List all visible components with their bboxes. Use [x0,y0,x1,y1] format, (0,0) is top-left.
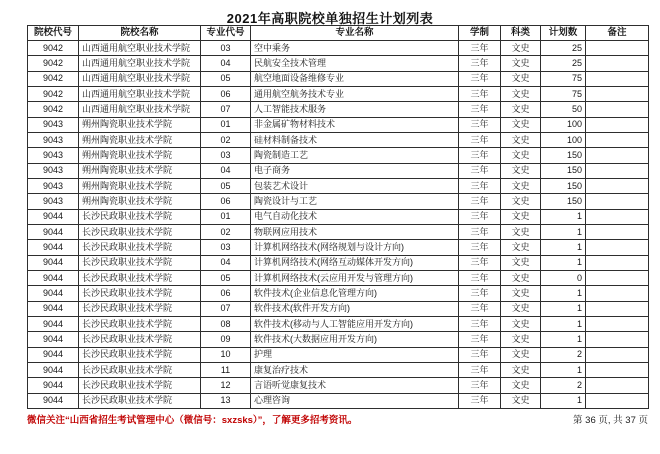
remarks-cell [586,132,649,147]
duration-cell: 三年 [459,102,501,117]
category-cell: 文史 [501,378,541,393]
remarks-cell [586,393,649,408]
table-header-row [28,26,649,41]
duration-cell: 三年 [459,194,501,209]
remarks-cell [586,209,649,224]
plan-count-cell: 150 [541,163,586,178]
college-code-cell: 9044 [28,270,79,285]
major-code-cell: 01 [201,117,251,132]
category-cell: 文史 [501,71,541,86]
table-row [28,301,649,316]
major-code-cell: 05 [201,270,251,285]
category-cell: 文史 [501,270,541,285]
college-code-cell: 9043 [28,163,79,178]
category-cell: 文史 [501,178,541,193]
category-cell: 文史 [501,56,541,71]
major-name-cell: 心理咨询 [251,393,459,408]
remarks-cell [586,362,649,377]
remarks-cell [586,56,649,71]
plan-count-cell: 1 [541,332,586,347]
category-cell: 文史 [501,255,541,270]
duration-cell: 三年 [459,41,501,56]
college-code-cell: 9044 [28,301,79,316]
table-row [28,148,649,163]
major-code-cell: 04 [201,163,251,178]
category-cell: 文史 [501,240,541,255]
college-code-cell: 9042 [28,86,79,101]
college-name-cell: 山西通用航空职业技术学院 [79,41,201,56]
major-code-cell: 02 [201,132,251,147]
remarks-cell [586,163,649,178]
duration-cell: 三年 [459,86,501,101]
major-name-cell: 陶瓷制造工艺 [251,148,459,163]
plan-count-cell: 50 [541,102,586,117]
major-code-cell: 07 [201,301,251,316]
duration-cell: 三年 [459,362,501,377]
college-name-cell: 长沙民政职业技术学院 [79,332,201,347]
college-name-cell: 长沙民政职业技术学院 [79,362,201,377]
remarks-cell [586,270,649,285]
table-row [28,163,649,178]
remarks-cell [586,224,649,239]
remarks-cell [586,286,649,301]
column-header: 科类 [501,26,541,41]
category-cell: 文史 [501,347,541,362]
college-name-cell: 朔州陶瓷职业技术学院 [79,178,201,193]
duration-cell: 三年 [459,393,501,408]
major-code-cell: 02 [201,224,251,239]
major-name-cell: 陶瓷设计与工艺 [251,194,459,209]
major-code-cell: 03 [201,41,251,56]
plan-count-cell: 25 [541,56,586,71]
duration-cell: 三年 [459,286,501,301]
plan-count-cell: 0 [541,270,586,285]
duration-cell: 三年 [459,71,501,86]
category-cell: 文史 [501,316,541,331]
major-code-cell: 06 [201,194,251,209]
major-code-cell: 01 [201,209,251,224]
major-name-cell: 计算机网络技术(云应用开发与管理方向) [251,270,459,285]
major-name-cell: 民航安全技术管理 [251,56,459,71]
remarks-cell [586,41,649,56]
category-cell: 文史 [501,41,541,56]
duration-cell: 三年 [459,132,501,147]
remarks-cell [586,378,649,393]
wechat-notice: 微信关注“山西省招生考试管理中心（微信号：sxzsks）”，了解更多招考资讯。 [27,415,358,426]
table-row [28,332,649,347]
table-row [28,209,649,224]
college-code-cell: 9043 [28,178,79,193]
remarks-cell [586,332,649,347]
table-row [28,362,649,377]
college-name-cell: 长沙民政职业技术学院 [79,286,201,301]
remarks-cell [586,255,649,270]
college-name-cell: 长沙民政职业技术学院 [79,301,201,316]
category-cell: 文史 [501,362,541,377]
major-name-cell: 计算机网络技术(网络规划与设计方向) [251,240,459,255]
plan-count-cell: 1 [541,362,586,377]
duration-cell: 三年 [459,240,501,255]
category-cell: 文史 [501,286,541,301]
column-header: 学制 [459,26,501,41]
category-cell: 文史 [501,393,541,408]
table-row [28,255,649,270]
table-row [28,178,649,193]
major-name-cell: 软件技术(移动与人工智能应用开发方向) [251,316,459,331]
college-name-cell: 长沙民政职业技术学院 [79,255,201,270]
duration-cell: 三年 [459,178,501,193]
college-code-cell: 9044 [28,209,79,224]
remarks-cell [586,301,649,316]
college-name-cell: 朔州陶瓷职业技术学院 [79,117,201,132]
table-row [28,224,649,239]
major-name-cell: 软件技术(软件开发方向) [251,301,459,316]
remarks-cell [586,347,649,362]
college-code-cell: 9042 [28,56,79,71]
college-code-cell: 9043 [28,117,79,132]
duration-cell: 三年 [459,378,501,393]
college-name-cell: 朔州陶瓷职业技术学院 [79,194,201,209]
table-row [28,56,649,71]
table-row [28,132,649,147]
remarks-cell [586,117,649,132]
major-name-cell: 航空地面设备维修专业 [251,71,459,86]
table-row [28,316,649,331]
major-code-cell: 05 [201,178,251,193]
college-name-cell: 山西通用航空职业技术学院 [79,86,201,101]
plan-count-cell: 150 [541,148,586,163]
college-name-cell: 长沙民政职业技术学院 [79,209,201,224]
plan-count-cell: 2 [541,347,586,362]
major-name-cell: 非金属矿物材料技术 [251,117,459,132]
table-row [28,378,649,393]
college-name-cell: 长沙民政职业技术学院 [79,347,201,362]
major-name-cell: 软件技术(企业信息化管理方向) [251,286,459,301]
duration-cell: 三年 [459,117,501,132]
table-row [28,347,649,362]
remarks-cell [586,86,649,101]
college-code-cell: 9044 [28,224,79,239]
college-name-cell: 朔州陶瓷职业技术学院 [79,163,201,178]
category-cell: 文史 [501,301,541,316]
remarks-cell [586,71,649,86]
remarks-cell [586,178,649,193]
column-header: 院校代号 [28,26,79,41]
plan-count-cell: 1 [541,224,586,239]
column-header: 院校名称 [79,26,201,41]
plan-count-cell: 150 [541,178,586,193]
college-name-cell: 长沙民政职业技术学院 [79,270,201,285]
category-cell: 文史 [501,132,541,147]
college-name-cell: 朔州陶瓷职业技术学院 [79,148,201,163]
category-cell: 文史 [501,194,541,209]
college-name-cell: 山西通用航空职业技术学院 [79,71,201,86]
table-row [28,41,649,56]
college-code-cell: 9044 [28,316,79,331]
major-code-cell: 13 [201,393,251,408]
plan-count-cell: 2 [541,378,586,393]
duration-cell: 三年 [459,332,501,347]
table-row [28,194,649,209]
plan-count-cell: 100 [541,132,586,147]
enrollment-plan-table [27,25,649,409]
plan-count-cell: 1 [541,286,586,301]
remarks-cell [586,240,649,255]
major-name-cell: 空中乘务 [251,41,459,56]
column-header: 专业名称 [251,26,459,41]
college-code-cell: 9043 [28,132,79,147]
major-name-cell: 硅材料制备技术 [251,132,459,147]
major-name-cell: 通用航空航务技术专业 [251,86,459,101]
duration-cell: 三年 [459,224,501,239]
column-header: 计划数 [541,26,586,41]
college-code-cell: 9044 [28,378,79,393]
duration-cell: 三年 [459,270,501,285]
duration-cell: 三年 [459,148,501,163]
major-name-cell: 电子商务 [251,163,459,178]
duration-cell: 三年 [459,209,501,224]
college-name-cell: 长沙民政职业技术学院 [79,316,201,331]
plan-count-cell: 1 [541,301,586,316]
duration-cell: 三年 [459,56,501,71]
college-code-cell: 9044 [28,240,79,255]
college-name-cell: 长沙民政职业技术学院 [79,240,201,255]
plan-count-cell: 75 [541,71,586,86]
major-name-cell: 软件技术(大数据应用开发方向) [251,332,459,347]
plan-count-cell: 100 [541,117,586,132]
college-code-cell: 9044 [28,255,79,270]
remarks-cell [586,316,649,331]
college-name-cell: 长沙民政职业技术学院 [79,224,201,239]
category-cell: 文史 [501,86,541,101]
table-row [28,240,649,255]
college-name-cell: 山西通用航空职业技术学院 [79,102,201,117]
remarks-cell [586,194,649,209]
college-code-cell: 9043 [28,148,79,163]
major-code-cell: 08 [201,316,251,331]
college-code-cell: 9044 [28,362,79,377]
college-name-cell: 山西通用航空职业技术学院 [79,56,201,71]
remarks-cell [586,148,649,163]
college-code-cell: 9042 [28,71,79,86]
major-code-cell: 06 [201,286,251,301]
major-code-cell: 03 [201,148,251,163]
major-code-cell: 04 [201,255,251,270]
table-row [28,393,649,408]
college-code-cell: 9044 [28,286,79,301]
category-cell: 文史 [501,102,541,117]
category-cell: 文史 [501,148,541,163]
plan-count-cell: 1 [541,209,586,224]
plan-count-cell: 1 [541,316,586,331]
category-cell: 文史 [501,117,541,132]
plan-count-cell: 75 [541,86,586,101]
column-header: 备注 [586,26,649,41]
plan-count-cell: 150 [541,194,586,209]
table-row [28,86,649,101]
major-name-cell: 康复治疗技术 [251,362,459,377]
major-code-cell: 12 [201,378,251,393]
category-cell: 文史 [501,163,541,178]
duration-cell: 三年 [459,316,501,331]
plan-count-cell: 25 [541,41,586,56]
table-body [28,41,649,409]
duration-cell: 三年 [459,301,501,316]
college-code-cell: 9042 [28,102,79,117]
major-name-cell: 包装艺术设计 [251,178,459,193]
column-header: 专业代号 [201,26,251,41]
major-code-cell: 09 [201,332,251,347]
college-name-cell: 朔州陶瓷职业技术学院 [79,132,201,147]
page-number: 第 36 页, 共 37 页 [573,415,648,426]
college-code-cell: 9043 [28,194,79,209]
major-code-cell: 07 [201,102,251,117]
college-code-cell: 9044 [28,347,79,362]
duration-cell: 三年 [459,255,501,270]
major-name-cell: 计算机网络技术(网络互动媒体开发方向) [251,255,459,270]
major-code-cell: 04 [201,56,251,71]
table-row [28,71,649,86]
page-title: 2021年高职院校单独招生计划列表 [226,11,434,26]
major-name-cell: 电气自动化技术 [251,209,459,224]
major-code-cell: 10 [201,347,251,362]
major-code-cell: 03 [201,240,251,255]
college-name-cell: 长沙民政职业技术学院 [79,393,201,408]
table-row [28,117,649,132]
plan-count-cell: 1 [541,240,586,255]
major-code-cell: 05 [201,71,251,86]
college-code-cell: 9044 [28,393,79,408]
plan-count-cell: 1 [541,393,586,408]
major-code-cell: 11 [201,362,251,377]
major-name-cell: 护理 [251,347,459,362]
college-code-cell: 9044 [28,332,79,347]
college-name-cell: 长沙民政职业技术学院 [79,378,201,393]
major-name-cell: 物联网应用技术 [251,224,459,239]
category-cell: 文史 [501,209,541,224]
category-cell: 文史 [501,332,541,347]
duration-cell: 三年 [459,163,501,178]
category-cell: 文史 [501,224,541,239]
table-row [28,102,649,117]
table-row [28,286,649,301]
duration-cell: 三年 [459,347,501,362]
plan-count-cell: 1 [541,255,586,270]
table-row [28,270,649,285]
major-name-cell: 言语听觉康复技术 [251,378,459,393]
remarks-cell [586,102,649,117]
major-code-cell: 06 [201,86,251,101]
major-name-cell: 人工智能技术服务 [251,102,459,117]
college-code-cell: 9042 [28,41,79,56]
